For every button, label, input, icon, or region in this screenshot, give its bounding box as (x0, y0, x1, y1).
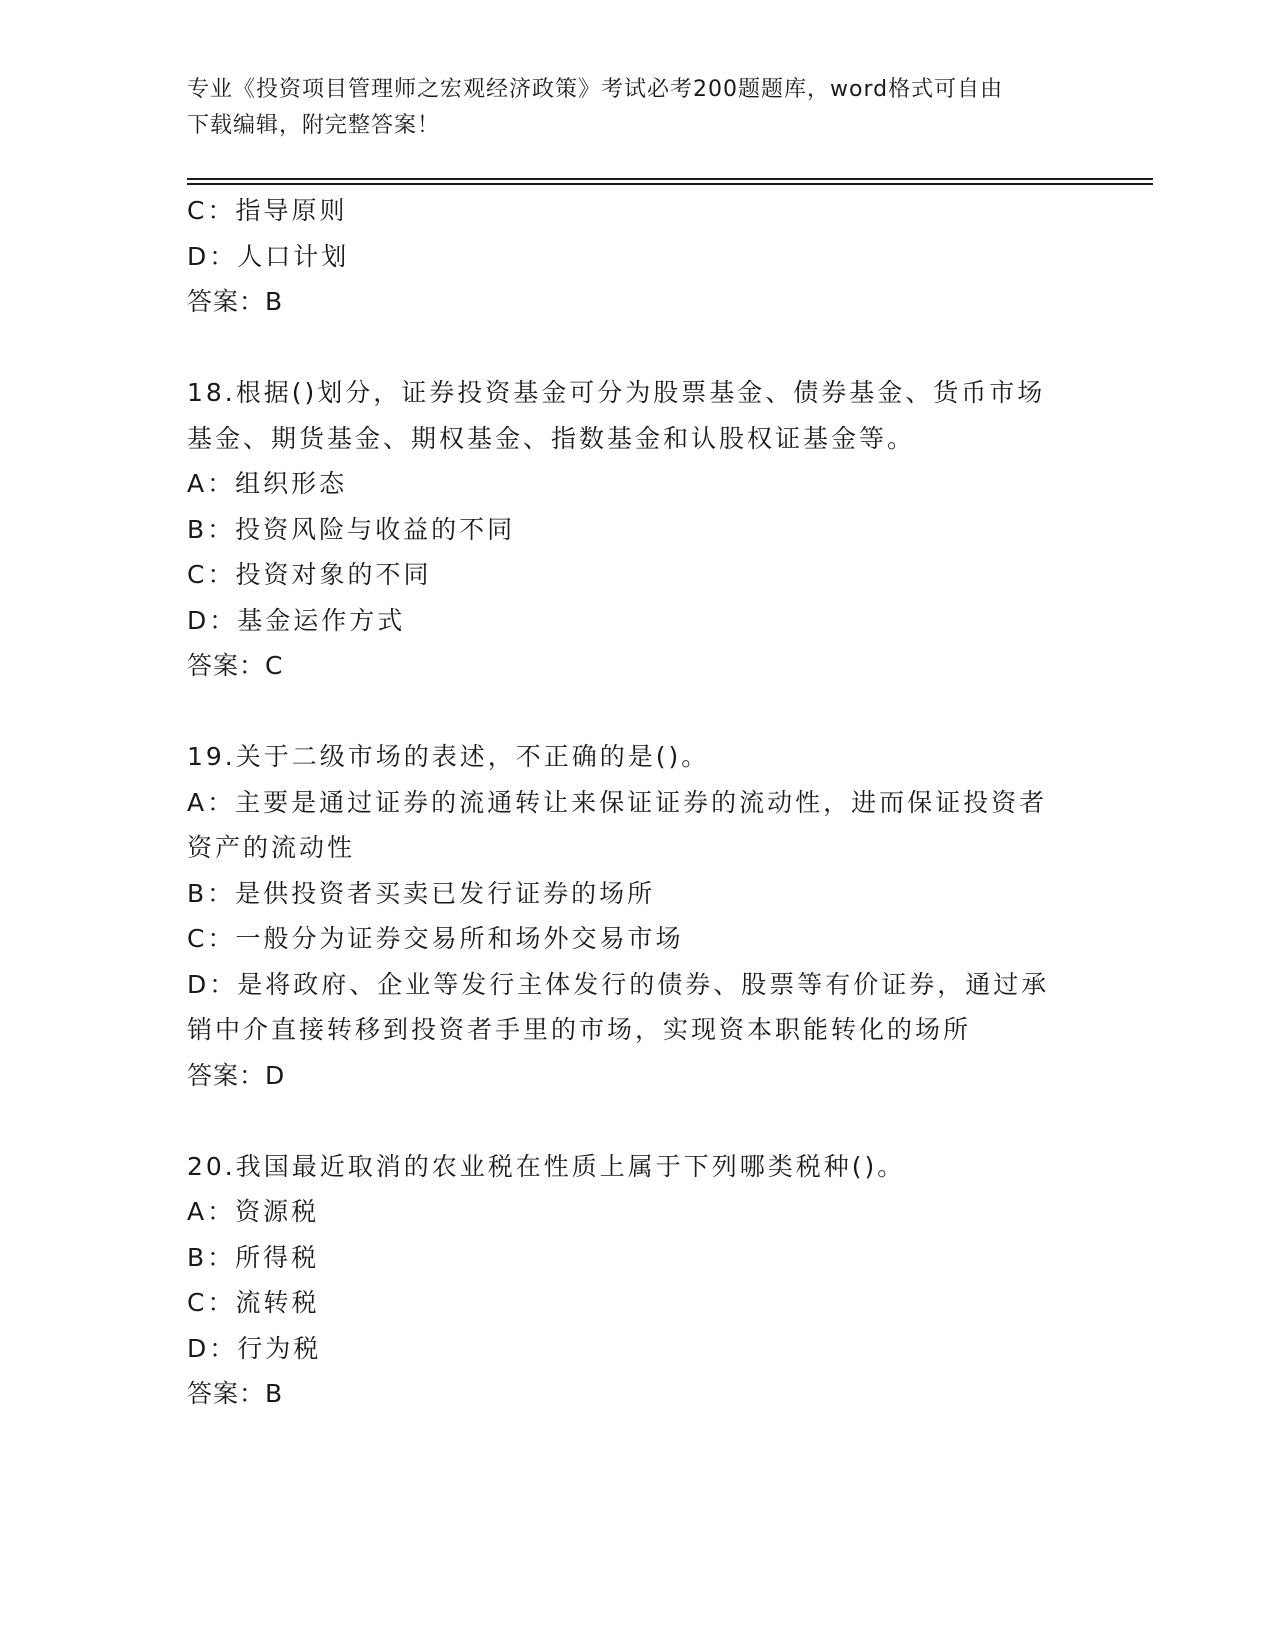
question-stem: 19.关于二级市场的表述，不正确的是()。 (187, 742, 710, 771)
option-a: A：组织形态 (187, 469, 348, 498)
question-17-continued (187, 188, 1087, 325)
spacer (187, 1098, 1087, 1144)
option-a: A：主要是通过证券的流通转让来保证证券的流动性，进而保证投资者 (187, 787, 1048, 817)
answer-line: 答案：B (187, 287, 284, 316)
option-b: B：投资风险与收益的不同 (187, 514, 516, 544)
option-d: D：行为税 (187, 1333, 322, 1363)
option-c: C：一般分为证券交易所和场外交易市场 (187, 924, 684, 953)
option-c: C：流转税 (187, 1288, 320, 1317)
question-stem: 20.我国最近取消的农业税在性质上属于下列哪类税种()。 (187, 1151, 906, 1181)
question-stem: 基金、期货基金、期权基金、指数基金和认股权证基金等。 (187, 423, 916, 453)
question-19 (187, 734, 1087, 1098)
question-stem: 18.根据()划分，证券投资基金可分为股票基金、债券基金、货币市场 (187, 378, 1046, 407)
question-20 (187, 1144, 1087, 1417)
option-d: D：是将政府、企业等发行主体发行的债券、股票等有价证券，通过承 (187, 969, 1050, 999)
document-header (187, 72, 1067, 144)
header-line-2: 下载编辑，附完整答案！ (187, 113, 441, 138)
option-d: D：基金运作方式 (187, 605, 406, 635)
option-d-continued: 销中介直接转移到投资者手里的市场，实现资本职能转化的场所 (187, 1015, 972, 1044)
header-rule-bottom (187, 183, 1153, 185)
spacer (187, 325, 1087, 371)
spacer (187, 689, 1087, 735)
option-a: A：资源税 (187, 1197, 320, 1226)
question-list (187, 188, 1087, 1417)
header-line-1: 专业《投资项目管理师之宏观经济政策》考试必考200题题库，word格式可自由 (187, 77, 1004, 102)
option-a-continued: 资产的流动性 (187, 833, 356, 862)
option-c: C：指导原则 (187, 196, 348, 225)
answer-line: 答案：C (187, 651, 284, 680)
header-rule-top (187, 178, 1153, 180)
answer-line: 答案：D (187, 1060, 286, 1090)
option-c: C：投资对象的不同 (187, 560, 432, 589)
option-b: B：所得税 (187, 1242, 320, 1272)
answer-line: 答案：B (187, 1379, 284, 1408)
option-b: B：是供投资者买卖已发行证券的场所 (187, 878, 656, 908)
option-d: D：人口计划 (187, 241, 350, 271)
question-18 (187, 370, 1087, 689)
